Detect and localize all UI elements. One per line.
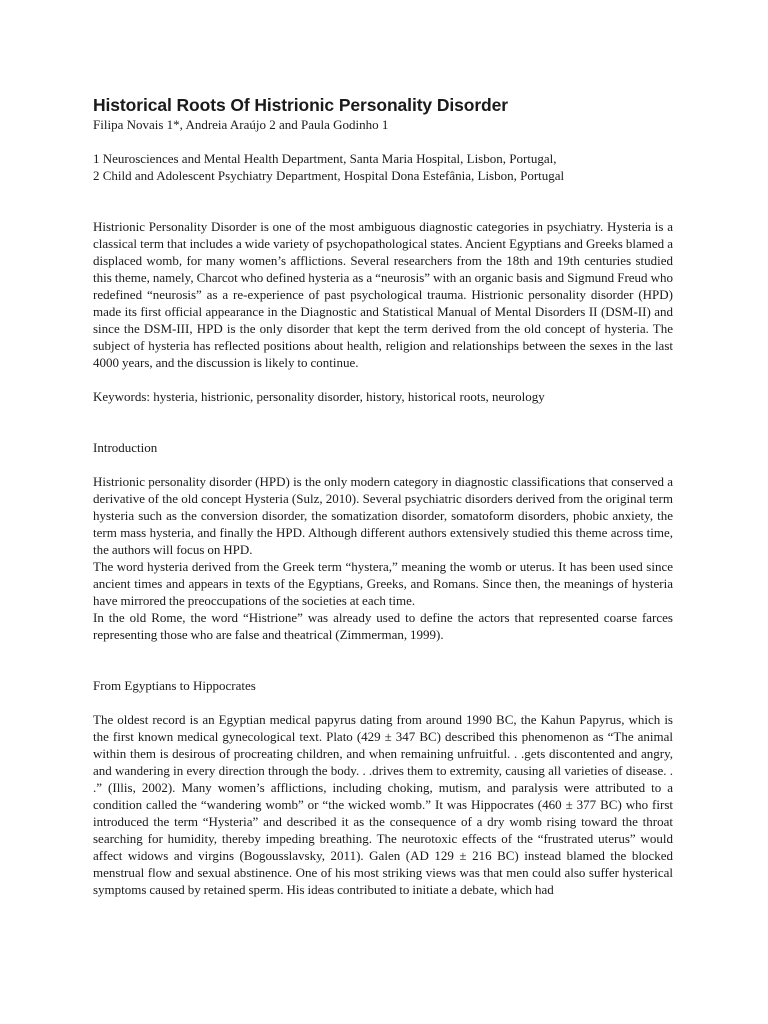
introduction-paragraph-1: Histrionic personality disorder (HPD) is the only modern category in diagnostic classifications that conserved a derivative of the old concept Hysteria (Sulz, 2010). Several psychiatric disorders derived from the original term hysteria such as the conversion disorder, the somatization disorder, somatoform disorders, phobic anxiety, the term mass hysteria, and finally the HPD. Although different authors extensively studied this theme across time, the authors will focus on HPD. <box>93 474 673 557</box>
egyptians-heading: From Egyptians to Hippocrates <box>93 678 256 693</box>
author-list: Filipa Novais 1*, Andreia Araújo 2 and Paula Godinho 1 <box>93 117 389 132</box>
keywords-line: Keywords: hysteria, histrionic, personality disorder, history, historical roots, neurology <box>93 389 545 404</box>
introduction-paragraph-3: In the old Rome, the word “Histrione” was already used to define the actors that represented coarse farces representing those who are false and theatrical (Zimmerman, 1999). <box>93 610 673 642</box>
introduction-heading: Introduction <box>93 440 158 455</box>
paper-title: Historical Roots Of Histrionic Personality Disorder <box>93 95 508 115</box>
affiliation-2: 2 Child and Adolescent Psychiatry Department, Hospital Dona Estefânia, Lisbon, Portugal <box>93 168 565 183</box>
affiliation-1: 1 Neurosciences and Mental Health Department, Santa Maria Hospital, Lisbon, Portugal, <box>93 151 557 166</box>
introduction-paragraph-2: The word hysteria derived from the Greek term “hystera,” meaning the womb or uterus. It has been used since ancient times and appears in texts of the Egyptians, Greeks, and Romans. Since then, the meanings of hysteria have mirrored the preoccupations of the societies at each time. <box>93 559 673 608</box>
abstract-paragraph: Histrionic Personality Disorder is one of the most ambiguous diagnostic categories in psychiatry. Hysteria is a classical term that includes a wide variety of psychopathological states. Ancient Egyptians and Greeks blamed a displaced womb, for many women’s afflictions. Several researchers from the 18th and 19th centuries studied this theme, namely, Charcot who defined hysteria as a “neurosis” with an organic basis and Sigmund Freud who redefined “neurosis” as a re-experience of past psychological trauma. Histrionic personality disorder (HPD) made its first official appearance in the Diagnostic and Statistical Manual of Mental Disorders II (DSM-II) and since the DSM-III, HPD is the only disorder that kept the term derived from the old concept of hysteria. The subject of hysteria has reflected positions about health, religion and relationships between the sexes in the last 4000 years, and the discussion is likely to continue. <box>93 219 673 370</box>
egyptians-paragraph: The oldest record is an Egyptian medical papyrus dating from around 1990 BC, the Kahun Papyrus, which is the first known medical gynecological text. Plato (429 ± 347 BC) described this phenomenon as “The animal within them is desirous of procreating children, and when remaining unfruitful. . .gets discontented and angry, and wandering in every direction through the body. . .drives them to extremity, causing all varieties of disease. . .” (Illis, 2002). Many women’s afflictions, including choking, mutism, and paralysis were attributed to a condition called the “wandering womb” or “the wicked womb.” It was Hippocrates (460 ± 377 BC) who first introduced the term “Hysteria” and described it as the consequence of a dry womb rising toward the throat searching for humidity, thereby impeding breathing. The neurotoxic effects of the “frustrated uterus” would affect widows and virgins (Bogousslavsky, 2011). Galen (AD 129 ± 216 BC) instead blamed the blocked menstrual flow and sexual abstinence. One of his most striking views was that men could also suffer hysterical symptoms caused by retained sperm. His ideas contributed to initiate a debate, which had <box>93 712 673 897</box>
paper-page <box>93 94 673 898</box>
